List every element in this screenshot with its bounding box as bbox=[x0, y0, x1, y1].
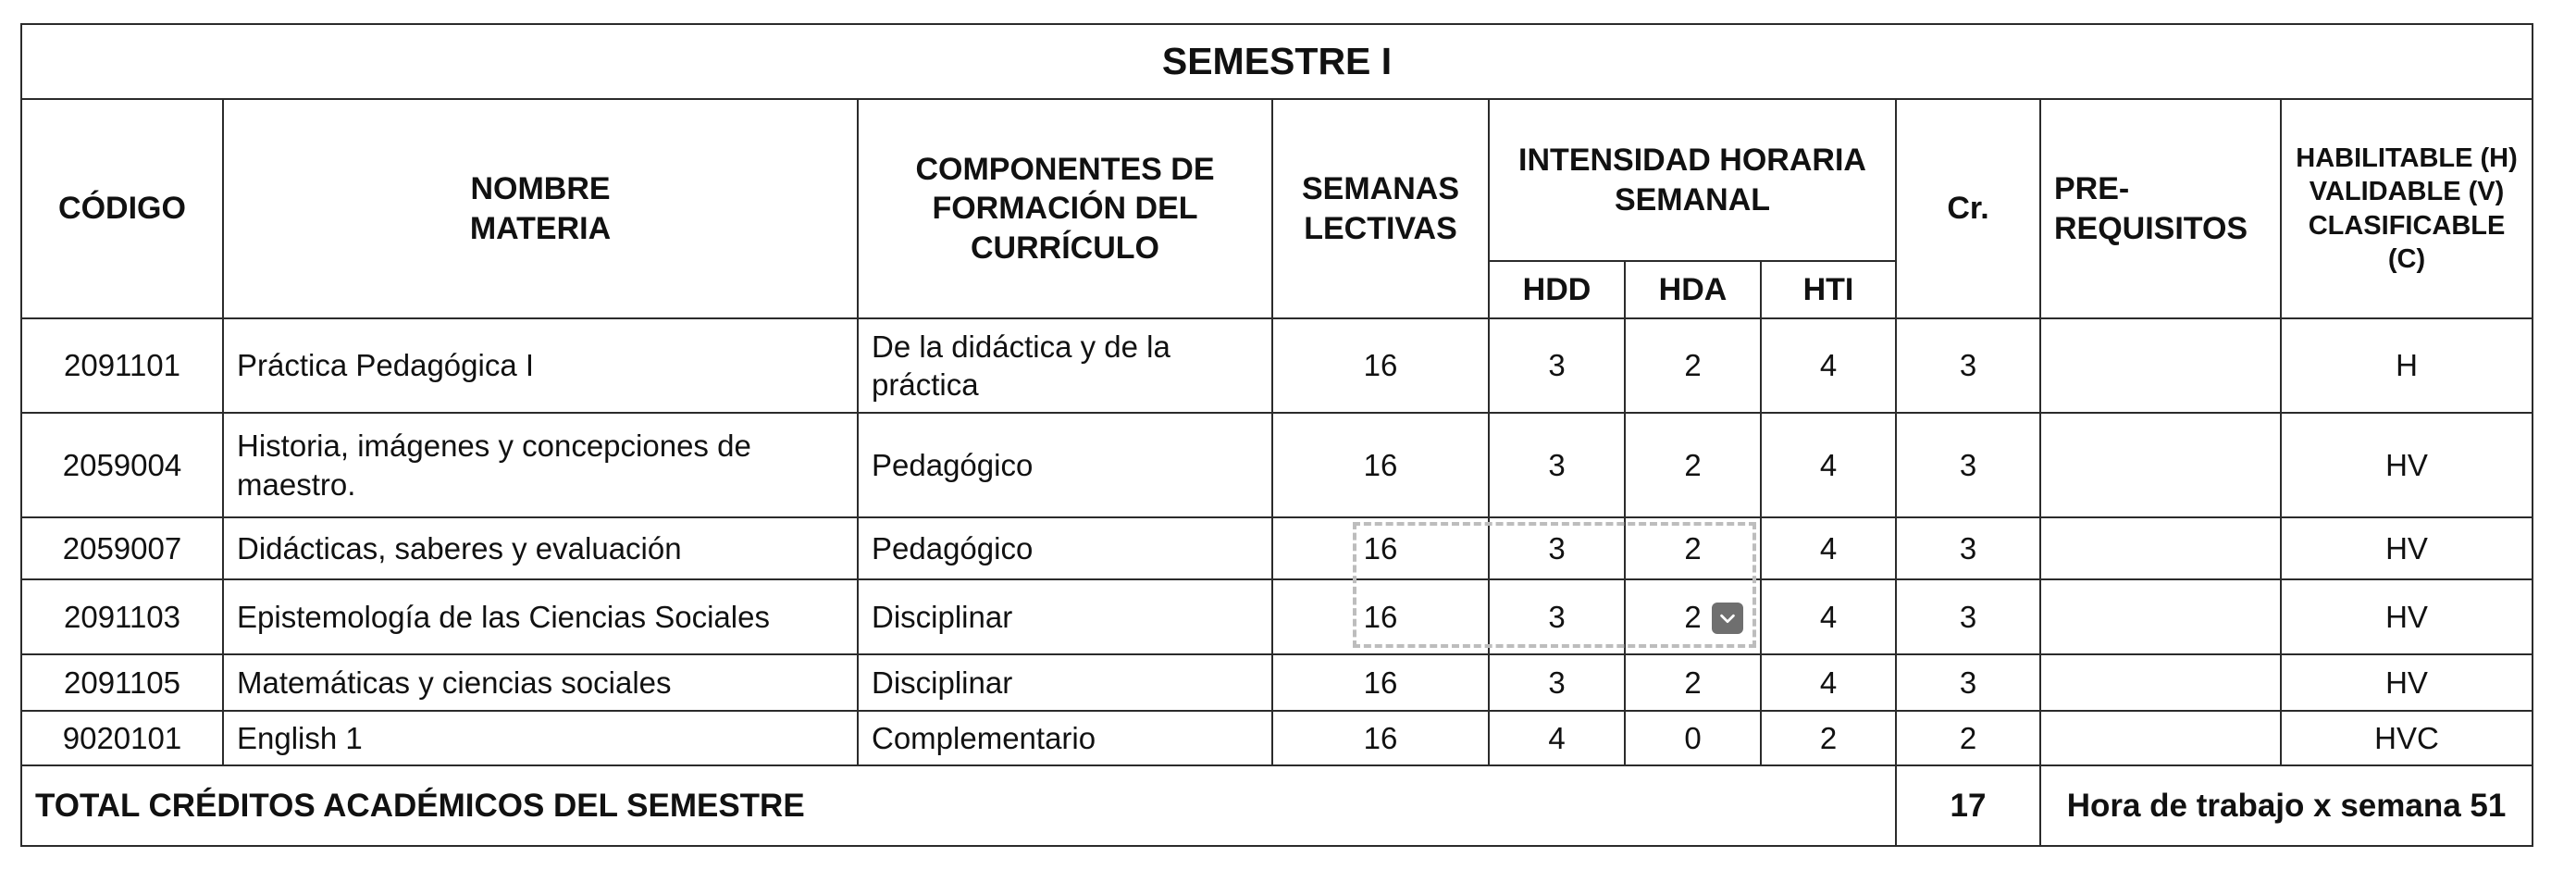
dropdown-button[interactable] bbox=[1712, 603, 1743, 634]
cell-prereq[interactable] bbox=[2040, 579, 2281, 654]
header-prerequisitos: PRE- REQUISITOS bbox=[2040, 99, 2281, 318]
cell-hdd[interactable]: 3 bbox=[1489, 413, 1625, 517]
chevron-down-icon bbox=[1717, 608, 1738, 628]
cell-hdd[interactable]: 3 bbox=[1489, 654, 1625, 711]
cell-hti[interactable]: 4 bbox=[1761, 654, 1896, 711]
cell-hti[interactable]: 4 bbox=[1761, 318, 1896, 413]
table-row bbox=[21, 654, 2533, 711]
cell-hda[interactable]: 2 bbox=[1625, 517, 1761, 579]
cell-hti[interactable]: 4 bbox=[1761, 517, 1896, 579]
table-row bbox=[21, 517, 2533, 579]
header-semanas-lectivas: SEMANAS LECTIVAS bbox=[1272, 99, 1489, 318]
cell-hda[interactable]: 2 bbox=[1625, 413, 1761, 517]
table-title-cell bbox=[21, 24, 2533, 99]
table-row bbox=[21, 711, 2533, 765]
cell-componente[interactable]: Pedagógico bbox=[858, 413, 1272, 517]
header-hda: HDA bbox=[1625, 261, 1761, 318]
header-habilitable: HABILITABLE (H) VALIDABLE (V) CLASIFICABLE (C) bbox=[2281, 99, 2533, 318]
cell-nombre[interactable]: Práctica Pedagógica I bbox=[223, 318, 858, 413]
cell-codigo[interactable]: 2059007 bbox=[21, 517, 223, 579]
cell-codigo[interactable]: 2059004 bbox=[21, 413, 223, 517]
cell-cr[interactable]: 2 bbox=[1896, 711, 2040, 765]
table-title: SEMESTRE I bbox=[1161, 39, 1393, 82]
cell-semanas[interactable]: 16 bbox=[1272, 413, 1489, 517]
cell-semanas[interactable]: 16 bbox=[1272, 579, 1489, 654]
cell-nombre[interactable]: English 1 bbox=[223, 711, 858, 765]
cell-tipo[interactable]: HVC bbox=[2281, 711, 2533, 765]
cell-cr[interactable]: 3 bbox=[1896, 413, 2040, 517]
cell-hti[interactable]: 4 bbox=[1761, 413, 1896, 517]
cell-nombre[interactable]: Historia, imágenes y concepciones de maestro. bbox=[223, 413, 858, 517]
cell-hda[interactable]: 2 bbox=[1625, 579, 1761, 654]
cell-componente[interactable]: Complementario bbox=[858, 711, 1272, 765]
cell-hda[interactable]: 2 bbox=[1625, 654, 1761, 711]
cell-tipo[interactable]: HV bbox=[2281, 654, 2533, 711]
cell-codigo[interactable]: 2091101 bbox=[21, 318, 223, 413]
cell-hti[interactable]: 2 bbox=[1761, 711, 1896, 765]
semester-table bbox=[20, 23, 2533, 847]
header-hdd: HDD bbox=[1489, 261, 1625, 318]
header-creditos: Cr. bbox=[1896, 99, 2040, 318]
total-horas[interactable]: Hora de trabajo x semana 51 bbox=[2040, 765, 2533, 846]
cell-semanas[interactable]: 16 bbox=[1272, 517, 1489, 579]
cell-prereq[interactable] bbox=[2040, 318, 2281, 413]
header-codigo: CÓDIGO bbox=[21, 99, 223, 318]
header-nombre-materia: NOMBRE MATERIA bbox=[223, 99, 858, 318]
cell-hda[interactable]: 0 bbox=[1625, 711, 1761, 765]
table-row bbox=[21, 579, 2533, 654]
cell-nombre[interactable]: Didácticas, saberes y evaluación bbox=[223, 517, 858, 579]
cell-semanas[interactable]: 16 bbox=[1272, 654, 1489, 711]
cell-cr[interactable]: 3 bbox=[1896, 654, 2040, 711]
total-row bbox=[21, 765, 2533, 846]
cell-prereq[interactable] bbox=[2040, 654, 2281, 711]
cell-tipo[interactable]: HV bbox=[2281, 517, 2533, 579]
cell-hdd[interactable]: 4 bbox=[1489, 711, 1625, 765]
cell-semanas[interactable]: 16 bbox=[1272, 318, 1489, 413]
cell-componente[interactable]: De la didáctica y de la práctica bbox=[858, 318, 1272, 413]
cell-tipo[interactable]: H bbox=[2281, 318, 2533, 413]
cell-cr[interactable]: 3 bbox=[1896, 579, 2040, 654]
cell-hti[interactable]: 4 bbox=[1761, 579, 1896, 654]
cell-prereq[interactable] bbox=[2040, 517, 2281, 579]
total-label: TOTAL CRÉDITOS ACADÉMICOS DEL SEMESTRE bbox=[21, 765, 1896, 846]
table-row bbox=[21, 318, 2533, 413]
header-hti: HTI bbox=[1761, 261, 1896, 318]
cell-prereq[interactable] bbox=[2040, 413, 2281, 517]
cell-tipo[interactable]: HV bbox=[2281, 413, 2533, 517]
cell-tipo[interactable]: HV bbox=[2281, 579, 2533, 654]
cell-codigo[interactable]: 2091105 bbox=[21, 654, 223, 711]
cell-hda[interactable]: 2 bbox=[1625, 318, 1761, 413]
cell-codigo[interactable]: 2091103 bbox=[21, 579, 223, 654]
cell-componente[interactable]: Pedagógico bbox=[858, 517, 1272, 579]
cell-componente[interactable]: Disciplinar bbox=[858, 579, 1272, 654]
cell-hdd[interactable]: 3 bbox=[1489, 318, 1625, 413]
cell-codigo[interactable]: 9020101 bbox=[21, 711, 223, 765]
header-componentes: COMPONENTES DE FORMACIÓN DEL CURRÍCULO bbox=[858, 99, 1272, 318]
cell-componente[interactable]: Disciplinar bbox=[858, 654, 1272, 711]
cell-cr[interactable]: 3 bbox=[1896, 517, 2040, 579]
cell-semanas[interactable]: 16 bbox=[1272, 711, 1489, 765]
cell-prereq[interactable] bbox=[2040, 711, 2281, 765]
cell-cr[interactable]: 3 bbox=[1896, 318, 2040, 413]
cell-nombre[interactable]: Epistemología de las Ciencias Sociales bbox=[223, 579, 858, 654]
total-creditos[interactable]: 17 bbox=[1896, 765, 2040, 846]
header-intensidad-horaria: INTENSIDAD HORARIA SEMANAL bbox=[1489, 99, 1896, 261]
cell-hdd[interactable]: 3 bbox=[1489, 579, 1625, 654]
table-row bbox=[21, 413, 2533, 517]
cell-nombre[interactable]: Matemáticas y ciencias sociales bbox=[223, 654, 858, 711]
cell-hdd[interactable]: 3 bbox=[1489, 517, 1625, 579]
